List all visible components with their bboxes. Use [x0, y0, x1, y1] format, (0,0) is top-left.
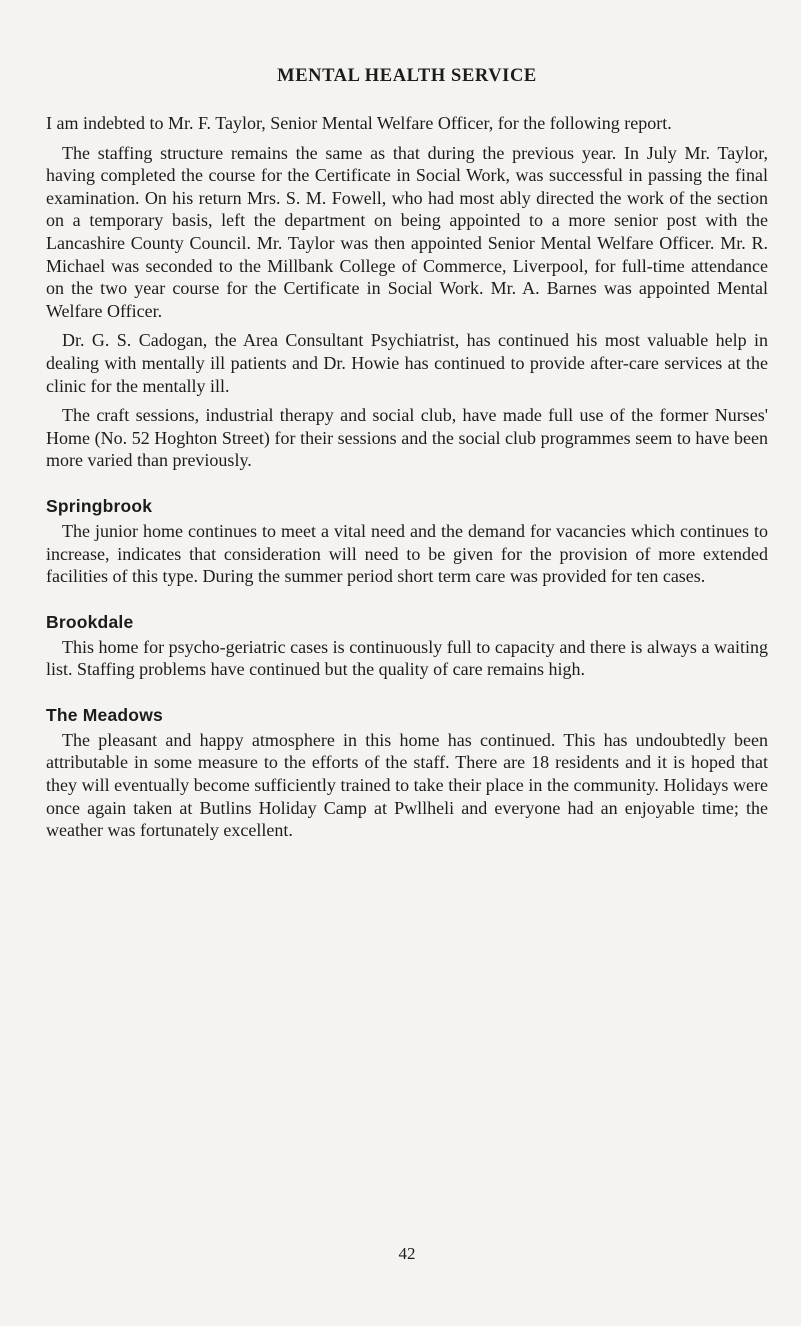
report-body	[46, 112, 768, 842]
craft-sessions-paragraph: The craft sessions, industrial therapy and social club, have made full use of the former Nurses' Home (No. 52 Hoghton Street) for their sessions and the social club programmes seem to have been more varied than previously.	[46, 405, 768, 471]
page-title: MENTAL HEALTH SERVICE	[277, 66, 537, 86]
section-heading-springbrook: Springbrook	[46, 495, 153, 516]
psychiatrist-paragraph: Dr. G. S. Cadogan, the Area Consultant Psychiatrist, has continued his most valuable help in dealing with mentally ill patients and Dr. Howie has continued to provide after-care services at the clinic for the mentally ill.	[46, 330, 768, 396]
section-text-brookdale: This home for psycho-geriatric cases is continuously full to capacity and there is always a waiting list. Staffing problems have continued but the quality of care remains high.	[46, 636, 768, 680]
page-number: 42	[398, 1244, 416, 1263]
section-text-the-meadows: The pleasant and happy atmosphere in this home has continued. This has undoubtedly been attributable in some measure to the efforts of the staff. There are 18 residents and it is hoped that they will eventually become sufficiently trained to take their place in the community. Holidays were once again taken at Butlins Holiday Camp at Pwllheli and everyone had an enjoyable time; the weather was fortunately excellent.	[46, 729, 768, 841]
section-heading-the-meadows: The Meadows	[46, 704, 163, 725]
section-text-springbrook: The junior home continues to meet a vital need and the demand for vacancies which continues to increase, indicates that consideration will need to be given for the provision of more extended facilities of this type. During the summer period short term care was provided for ten cases.	[46, 520, 768, 587]
intro-paragraph: I am indebted to Mr. F. Taylor, Senior Mental Welfare Officer, for the following report.	[46, 113, 672, 133]
staffing-paragraph: The staffing structure remains the same as that during the previous year. In July Mr. Taylor, having completed the course for the Certificate in Social Work, was successful in passing the final examination. On his return Mrs. S. M. Fowell, who had most ably directed the work of the section on a temporary basis, left the department on being appointed to a more senior post with the Lancashire County Council. Mr. Taylor was then appointed Senior Mental Welfare Officer. Mr. R. Michael was seconded to the Millbank College of Commerce, Liverpool, for full-time attendance on the two year course for the Certificate in Social Work. Mr. A. Barnes was appointed Mental Welfare Officer.	[46, 142, 768, 321]
section-heading-brookdale: Brookdale	[46, 611, 134, 632]
